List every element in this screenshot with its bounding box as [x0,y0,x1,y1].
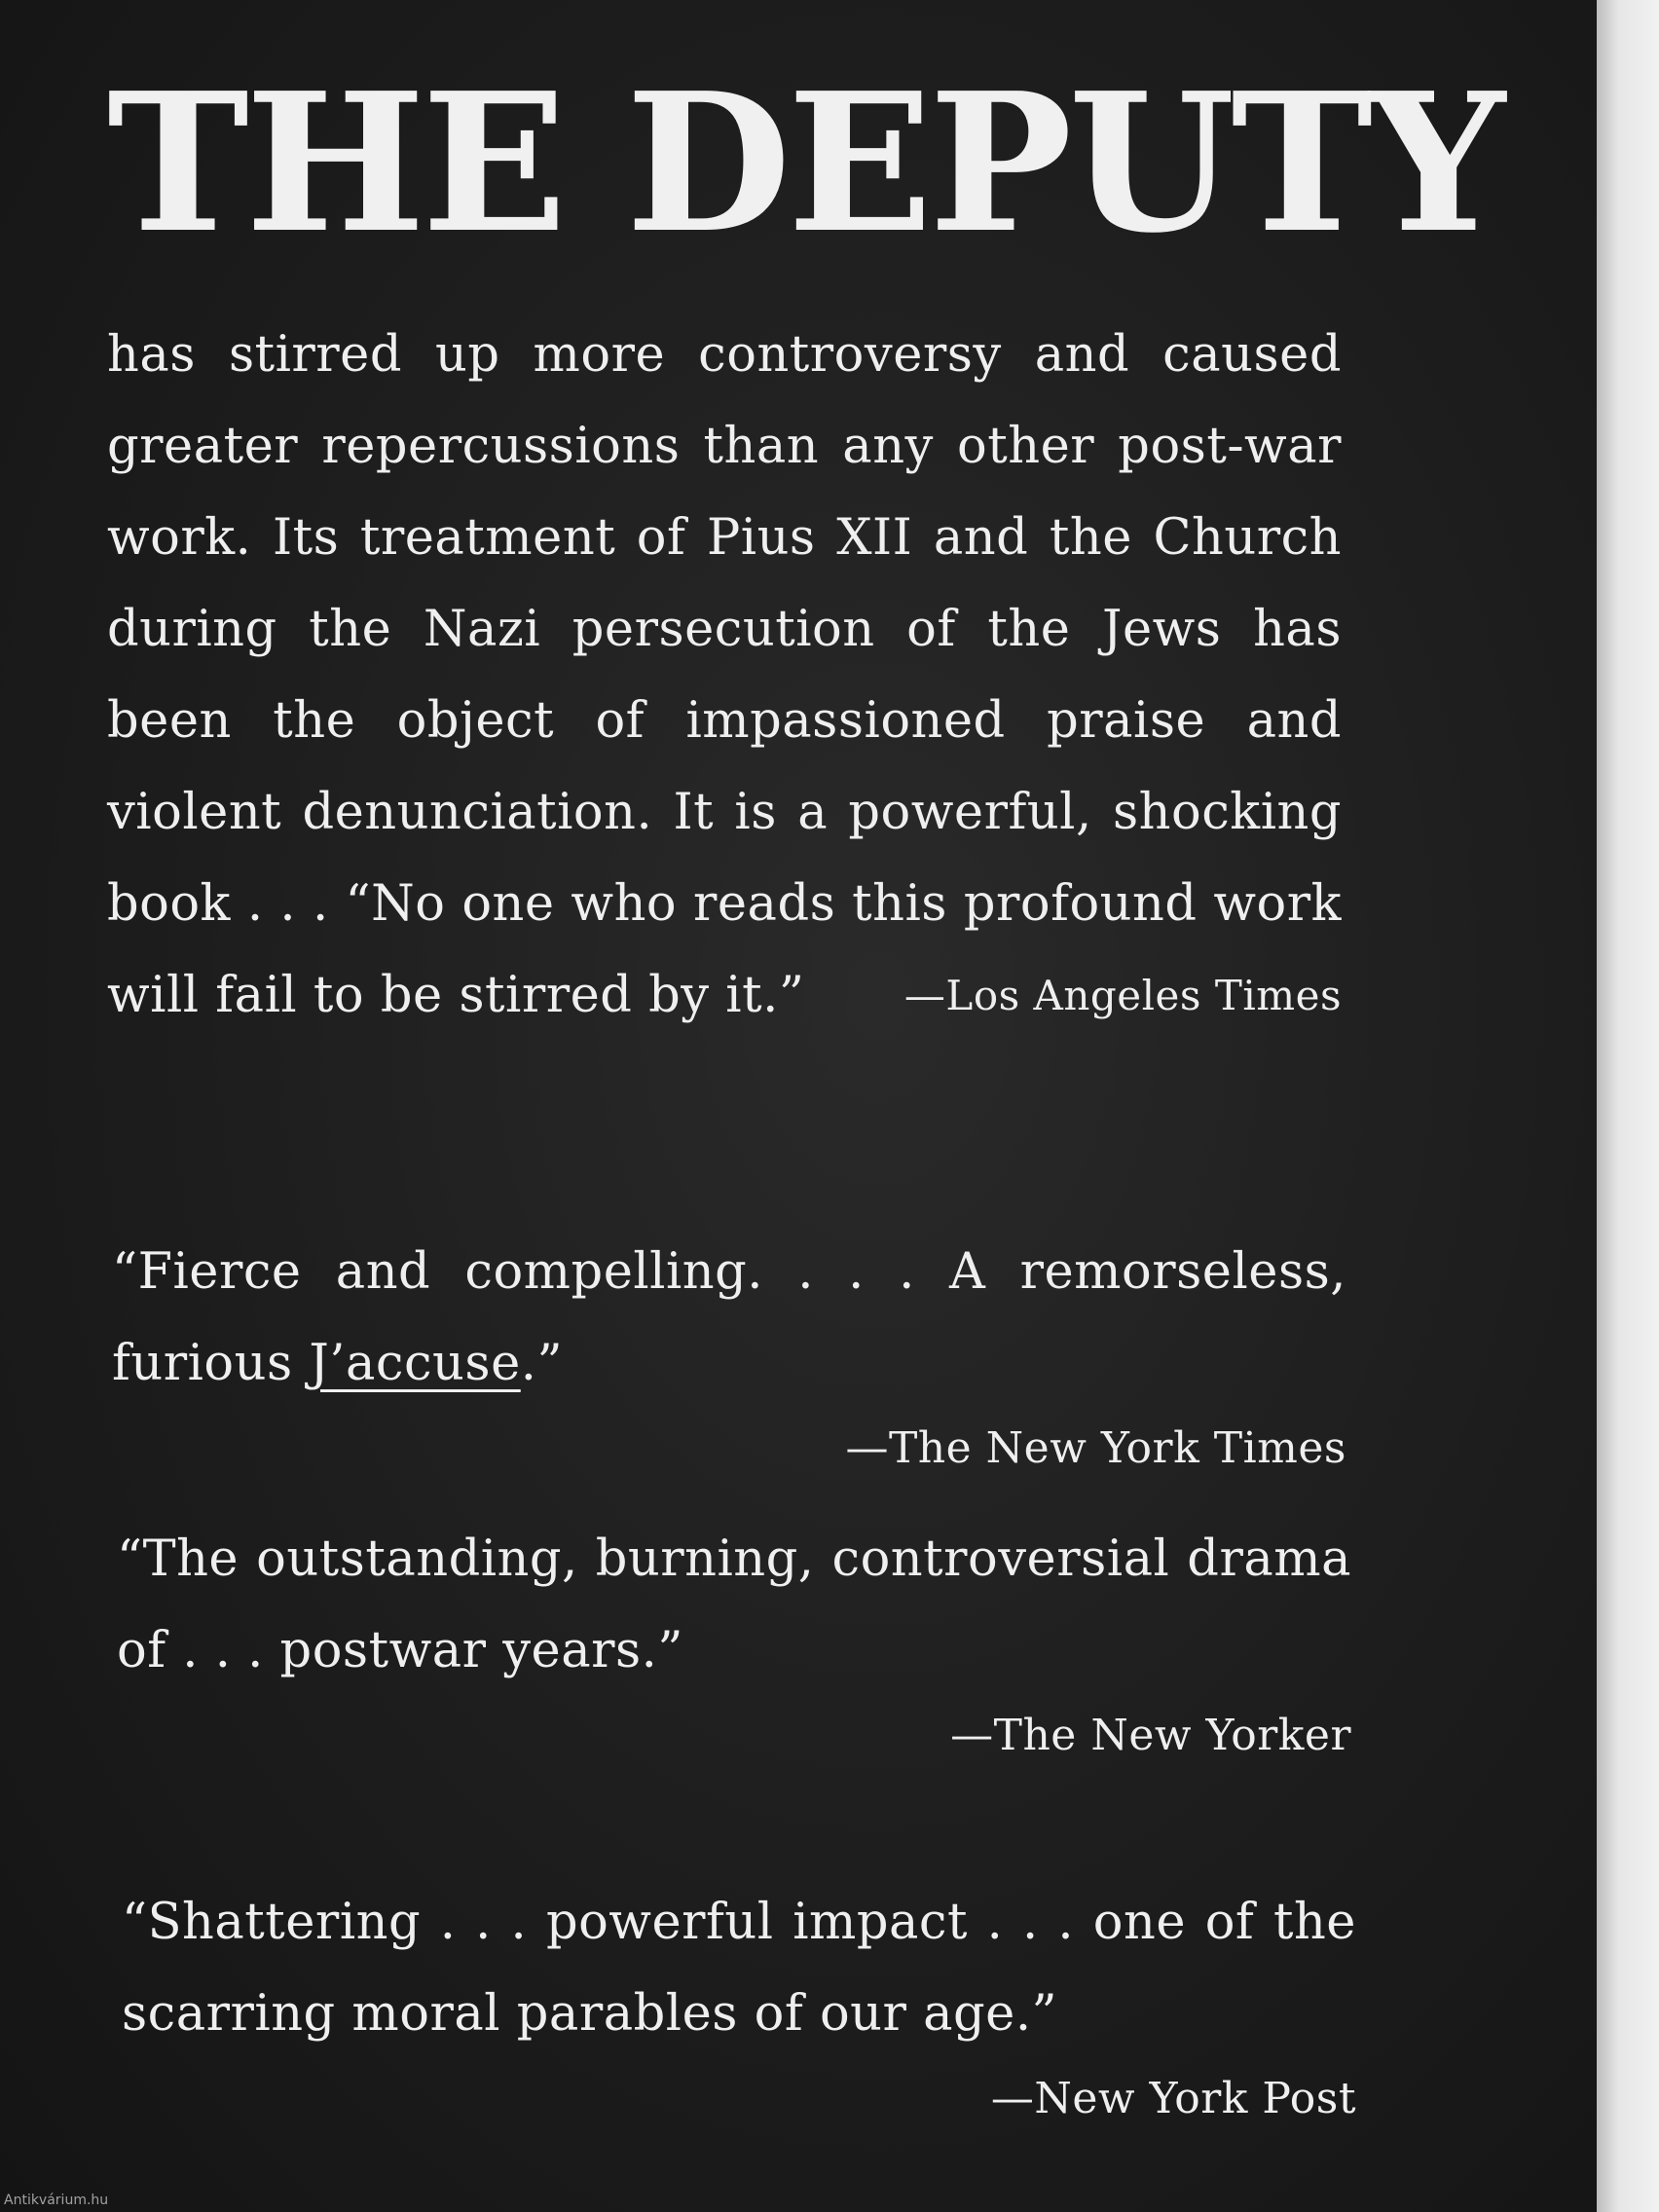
blurb-attribution: —Los Angeles Times [903,972,1342,1019]
quote-attribution: —New York Post [990,2074,1356,2123]
review-quote-nyt [112,1227,1346,1488]
quote-text: “The outstanding, burning, controversial drama of . . . postwar years.” [117,1530,1351,1679]
quote-emphasis: J’accuse [309,1335,521,1392]
book-title: THE DEPUTY [107,52,1502,276]
quote-attribution: —The New York Times [845,1423,1346,1473]
page-edge [1597,0,1659,2212]
review-quote-new-yorker [117,1514,1351,1775]
blurb-text: has stirred up more controversy and caused greater repercussions than any other post-war work. Its treatment of Pius XII and the Church during the Nazi persecution of the Jews has been the object of impassioned praise and violent denunciation. It is a powerful, shocking book . . . “No one who reads this profound work will fail to be stirred by it.” [107,326,1342,1024]
description-blurb [107,310,1342,1042]
review-quote-ny-post [122,1877,1356,2138]
quote-attribution: —The New Yorker [950,1711,1351,1760]
watermark: Antikvárium.hu [4,2193,109,2208]
quote-text-after: .” [520,1335,564,1392]
quote-text: “Shattering . . . powerful impact . . . one of the scarring moral parables of our age.” [122,1894,1356,2043]
quote-text-before: “Fierce and compelling. . . . A remorseless, furious [112,1243,1346,1392]
